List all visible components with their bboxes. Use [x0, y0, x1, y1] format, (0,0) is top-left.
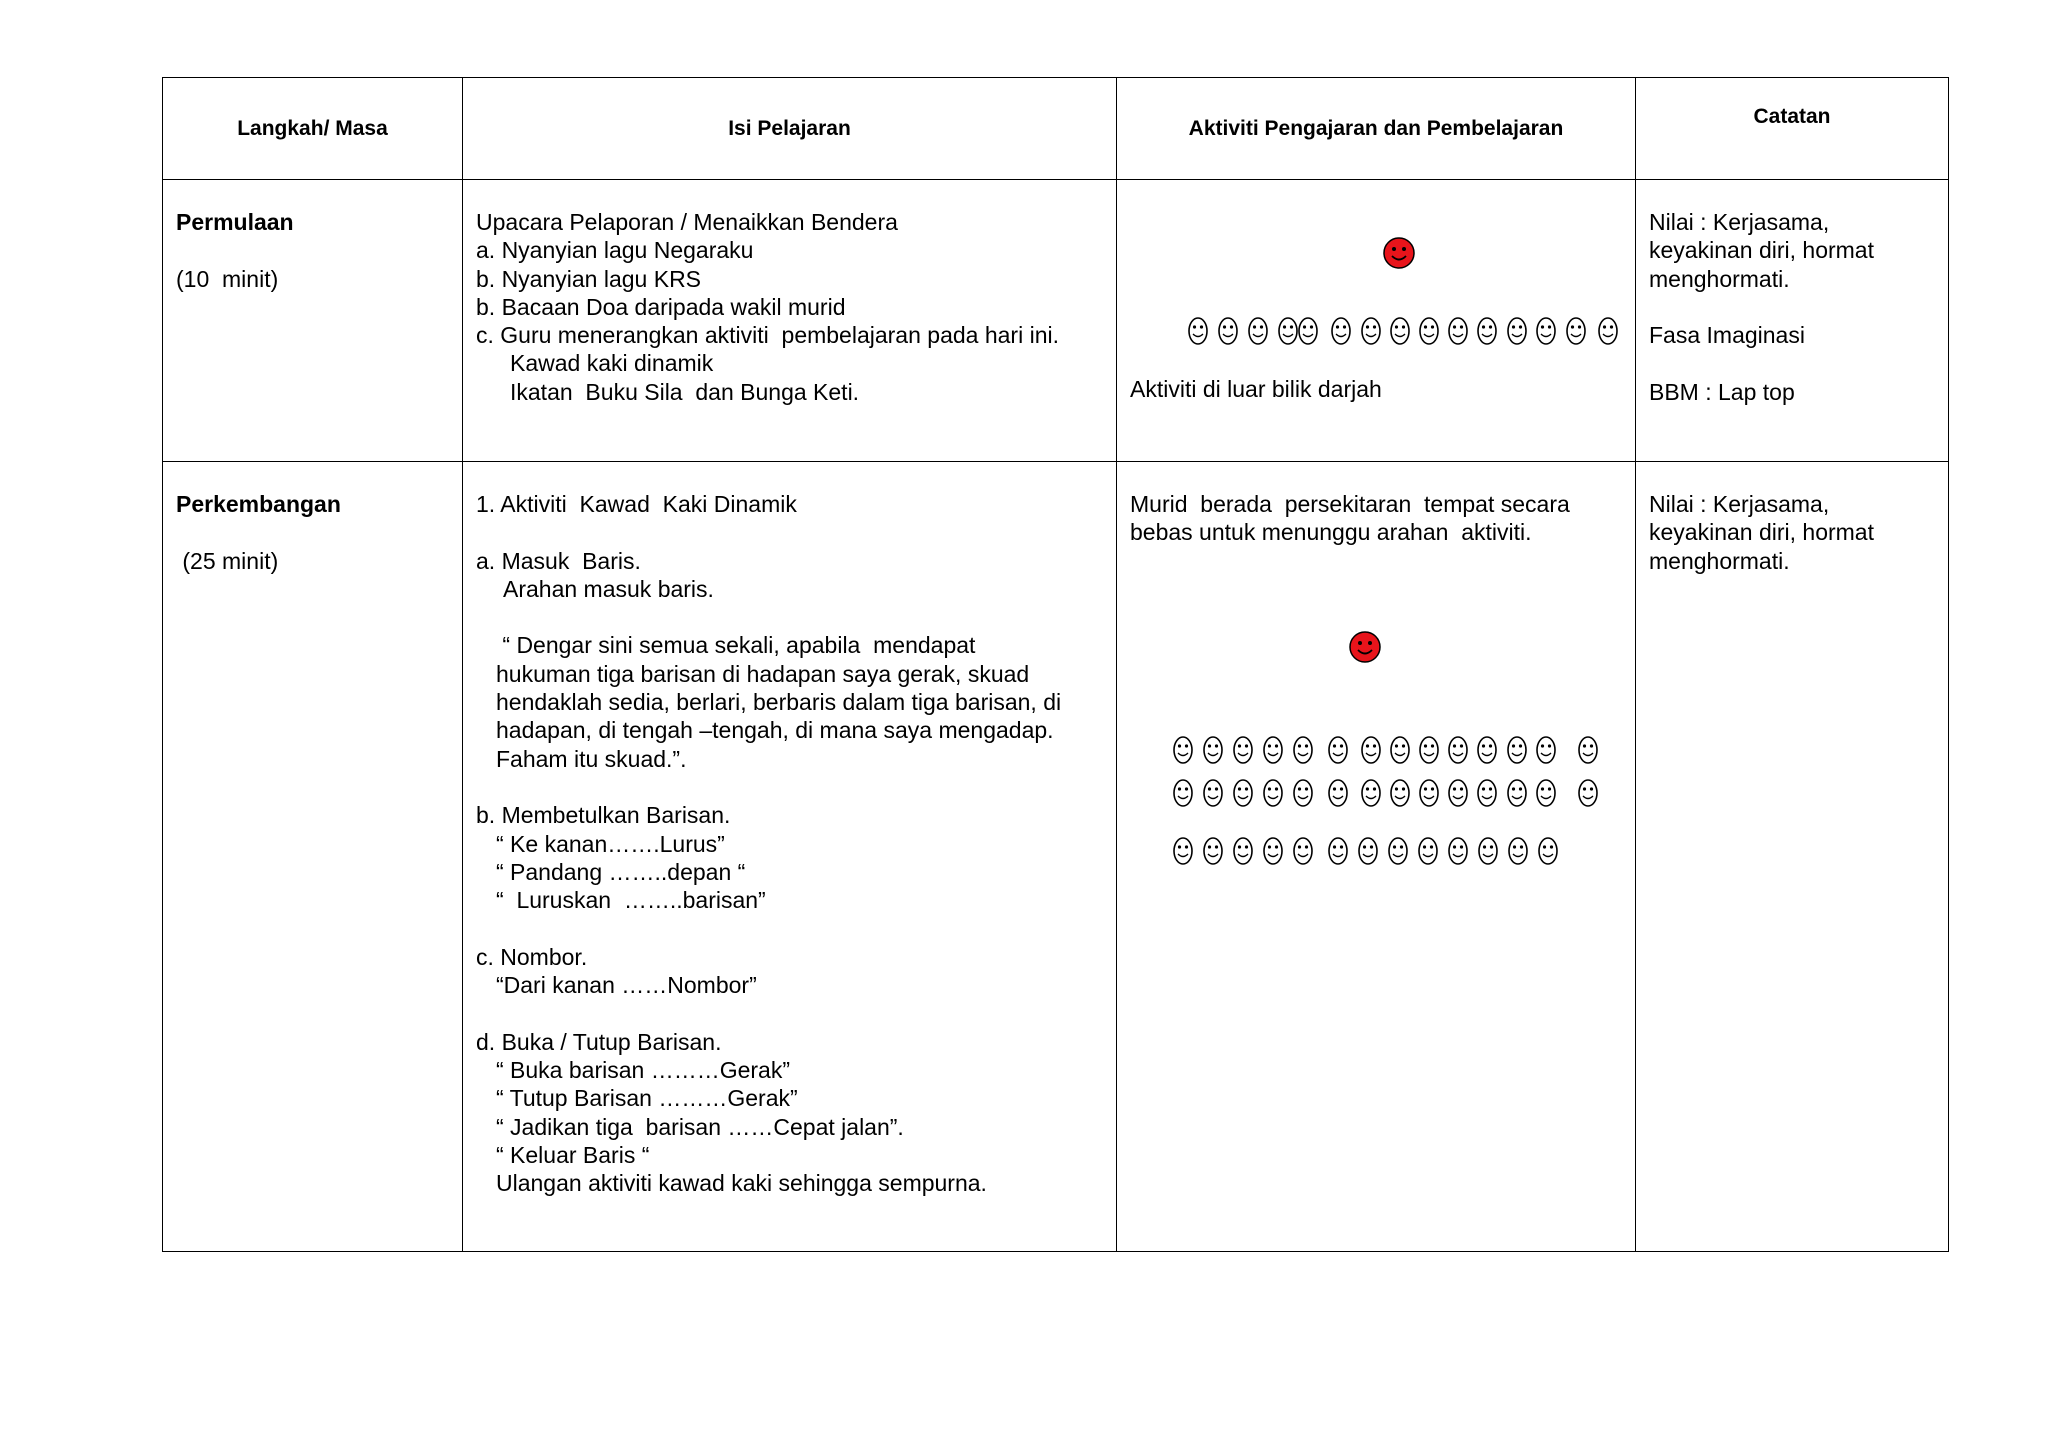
- isi-c-title: c. Nombor.: [476, 943, 588, 970]
- student-smiley-icon: [1417, 836, 1439, 866]
- student-smiley-icon: [1418, 316, 1440, 346]
- isi-d-line: “ Buka barisan ………Gerak”: [496, 1056, 790, 1083]
- student-smiley-icon: [1447, 316, 1469, 346]
- stage-duration: (25 minit): [176, 547, 279, 574]
- aktiviti-line: bebas untuk menunggu arahan aktiviti.: [1130, 519, 1532, 546]
- cell-permulaan-catatan: [1636, 180, 1949, 462]
- row-permulaan: [163, 180, 1949, 462]
- isi-a-title: a. Masuk Baris.: [476, 547, 641, 574]
- student-smiley-icon: [1247, 316, 1269, 346]
- isi-b-title: b. Membetulkan Barisan.: [476, 802, 731, 829]
- catatan-line: menghormati.: [1649, 265, 1790, 292]
- student-smiley-icon: [1476, 316, 1498, 346]
- student-smiley-icon: [1292, 735, 1314, 765]
- header-catatan-label: Catatan: [1753, 105, 1831, 128]
- cell-perkembangan-aktiviti: [1117, 462, 1636, 1252]
- student-smiley-icon: [1172, 735, 1194, 765]
- student-smiley-icon: [1202, 836, 1224, 866]
- header-isi-pelajaran: Isi Pelajaran: [463, 78, 1117, 180]
- student-smiley-icon: [1217, 316, 1239, 346]
- catatan-line: keyakinan diri, hormat: [1649, 519, 1874, 546]
- student-smiley-icon: [1360, 316, 1382, 346]
- isi-line: Kawad kaki dinamik: [510, 350, 714, 377]
- student-smiley-icon: [1327, 778, 1349, 808]
- catatan-line: menghormati.: [1649, 547, 1790, 574]
- student-smiley-icon: [1357, 836, 1379, 866]
- header-aktiviti: Aktiviti Pengajaran dan Pembelajaran: [1117, 78, 1636, 180]
- student-smiley-icon: [1202, 735, 1224, 765]
- student-smiley-icon: [1292, 778, 1314, 808]
- student-smiley-icon: [1360, 778, 1382, 808]
- formation-diagram-permulaan: [1117, 180, 1635, 461]
- header-row: [163, 78, 1949, 180]
- catatan-line: [1649, 349, 1936, 377]
- aktiviti-caption: Aktiviti di luar bilik darjah: [1130, 376, 1382, 402]
- isi-d-line: “ Jadikan tiga barisan ……Cepat jalan”.: [496, 1113, 904, 1140]
- student-smiley-icon: [1577, 778, 1599, 808]
- student-smiley-icon: [1506, 316, 1528, 346]
- isi-line: b. Bacaan Doa daripada wakil murid: [476, 293, 846, 320]
- student-smiley-icon: [1172, 778, 1194, 808]
- student-smiley-icon: [1447, 836, 1469, 866]
- student-smiley-icon: [1537, 836, 1559, 866]
- cell-perkembangan-catatan: [1636, 462, 1949, 1252]
- isi-a-sub: Arahan masuk baris.: [503, 575, 714, 602]
- catatan-line: [1649, 293, 1936, 321]
- student-smiley-icon: [1447, 778, 1469, 808]
- isi-a-quote: hukuman tiga barisan di hadapan saya gerak, skuad: [496, 660, 1030, 687]
- isi-d-title: d. Buka / Tutup Barisan.: [476, 1028, 722, 1055]
- catatan-line: Nilai : Kerjasama,: [1649, 491, 1830, 517]
- student-smiley-icon: [1389, 316, 1411, 346]
- student-smiley-icon: [1389, 735, 1411, 765]
- student-smiley-icon: [1202, 778, 1224, 808]
- isi-a-quote: Faham itu skuad.”.: [496, 745, 687, 772]
- isi-b-line: “ Luruskan ……..barisan”: [496, 887, 766, 914]
- isi-title: 1. Aktiviti Kawad Kaki Dinamik: [476, 491, 797, 517]
- student-smiley-icon: [1187, 316, 1209, 346]
- student-smiley-icon: [1389, 778, 1411, 808]
- stage-title: Permulaan: [176, 209, 294, 235]
- teacher-smiley-icon: [1348, 630, 1382, 664]
- cell-permulaan-isi: [463, 180, 1117, 462]
- student-smiley-icon: [1232, 836, 1254, 866]
- isi-c-line: “Dari kanan ……Nombor”: [496, 972, 757, 999]
- isi-d-line: “ Tutup Barisan ………Gerak”: [496, 1085, 798, 1112]
- student-smiley-icon: [1292, 836, 1314, 866]
- isi-b-line: “ Pandang ……..depan “: [496, 858, 746, 885]
- row-perkembangan: [163, 462, 1949, 1252]
- teacher-smiley-icon: [1382, 236, 1416, 270]
- student-smiley-icon: [1418, 735, 1440, 765]
- student-smiley-icon: [1232, 735, 1254, 765]
- student-smiley-icon: [1506, 735, 1528, 765]
- student-smiley-icon: [1327, 735, 1349, 765]
- student-smiley-icon: [1327, 836, 1349, 866]
- student-smiley-icon: [1297, 316, 1319, 346]
- isi-line: c. Guru menerangkan aktiviti pembelajaran pada hari ini.: [476, 322, 1059, 349]
- student-smiley-icon: [1360, 735, 1382, 765]
- student-smiley-icon: [1565, 316, 1587, 346]
- student-smiley-icon: [1535, 316, 1557, 346]
- student-smiley-icon: [1535, 778, 1557, 808]
- catatan-line: Fasa Imaginasi: [1649, 322, 1805, 349]
- student-smiley-icon: [1232, 778, 1254, 808]
- student-smiley-icon: [1476, 735, 1498, 765]
- isi-line: Ikatan Buku Sila dan Bunga Keti.: [510, 378, 860, 405]
- stage-title: Perkembangan: [176, 491, 341, 517]
- student-smiley-icon: [1330, 316, 1352, 346]
- isi-d-line: “ Keluar Baris “: [496, 1141, 650, 1168]
- student-smiley-icon: [1387, 836, 1409, 866]
- catatan-line: BBM : Lap top: [1649, 378, 1795, 405]
- cell-permulaan-langkah: [163, 180, 463, 462]
- lesson-plan-table: [162, 77, 1949, 1252]
- stage-duration: (10 minit): [176, 265, 279, 292]
- student-smiley-icon: [1597, 316, 1619, 346]
- header-catatan: [1636, 78, 1949, 180]
- isi-a-quote: “ Dengar sini semua sekali, apabila mendapat: [496, 632, 976, 659]
- cell-permulaan-aktiviti: [1117, 180, 1636, 462]
- formation-diagram-perkembangan: [1117, 462, 1635, 1251]
- student-smiley-icon: [1477, 836, 1499, 866]
- aktiviti-line: Murid berada persekitaran tempat secara: [1130, 491, 1570, 517]
- student-smiley-icon: [1476, 778, 1498, 808]
- isi-line: a. Nyanyian lagu Negaraku: [476, 237, 754, 264]
- student-smiley-icon: [1506, 778, 1528, 808]
- catatan-line: keyakinan diri, hormat: [1649, 237, 1874, 264]
- isi-b-line: “ Ke kanan…….Lurus”: [496, 830, 725, 857]
- student-smiley-icon: [1577, 735, 1599, 765]
- header-langkah-masa: Langkah/ Masa: [163, 78, 463, 180]
- student-smiley-icon: [1447, 735, 1469, 765]
- student-smiley-icon: [1535, 735, 1557, 765]
- isi-a-quote: hendaklah sedia, berlari, berbaris dalam tiga barisan, di: [496, 689, 1062, 716]
- student-smiley-icon: [1262, 735, 1284, 765]
- student-smiley-icon: [1418, 778, 1440, 808]
- catatan-line: Nilai : Kerjasama,: [1649, 209, 1830, 235]
- student-smiley-icon: [1172, 836, 1194, 866]
- student-smiley-icon: [1277, 316, 1299, 346]
- isi-line: Upacara Pelaporan / Menaikkan Bendera: [476, 209, 898, 235]
- cell-perkembangan-langkah: [163, 462, 463, 1252]
- student-smiley-icon: [1507, 836, 1529, 866]
- student-smiley-icon: [1262, 836, 1284, 866]
- isi-d-line: Ulangan aktiviti kawad kaki sehingga sempurna.: [496, 1170, 987, 1197]
- student-smiley-icon: [1262, 778, 1284, 808]
- isi-a-quote: hadapan, di tengah –tengah, di mana saya mengadap.: [496, 717, 1054, 744]
- isi-line: b. Nyanyian lagu KRS: [476, 265, 702, 292]
- cell-perkembangan-isi: [463, 462, 1117, 1252]
